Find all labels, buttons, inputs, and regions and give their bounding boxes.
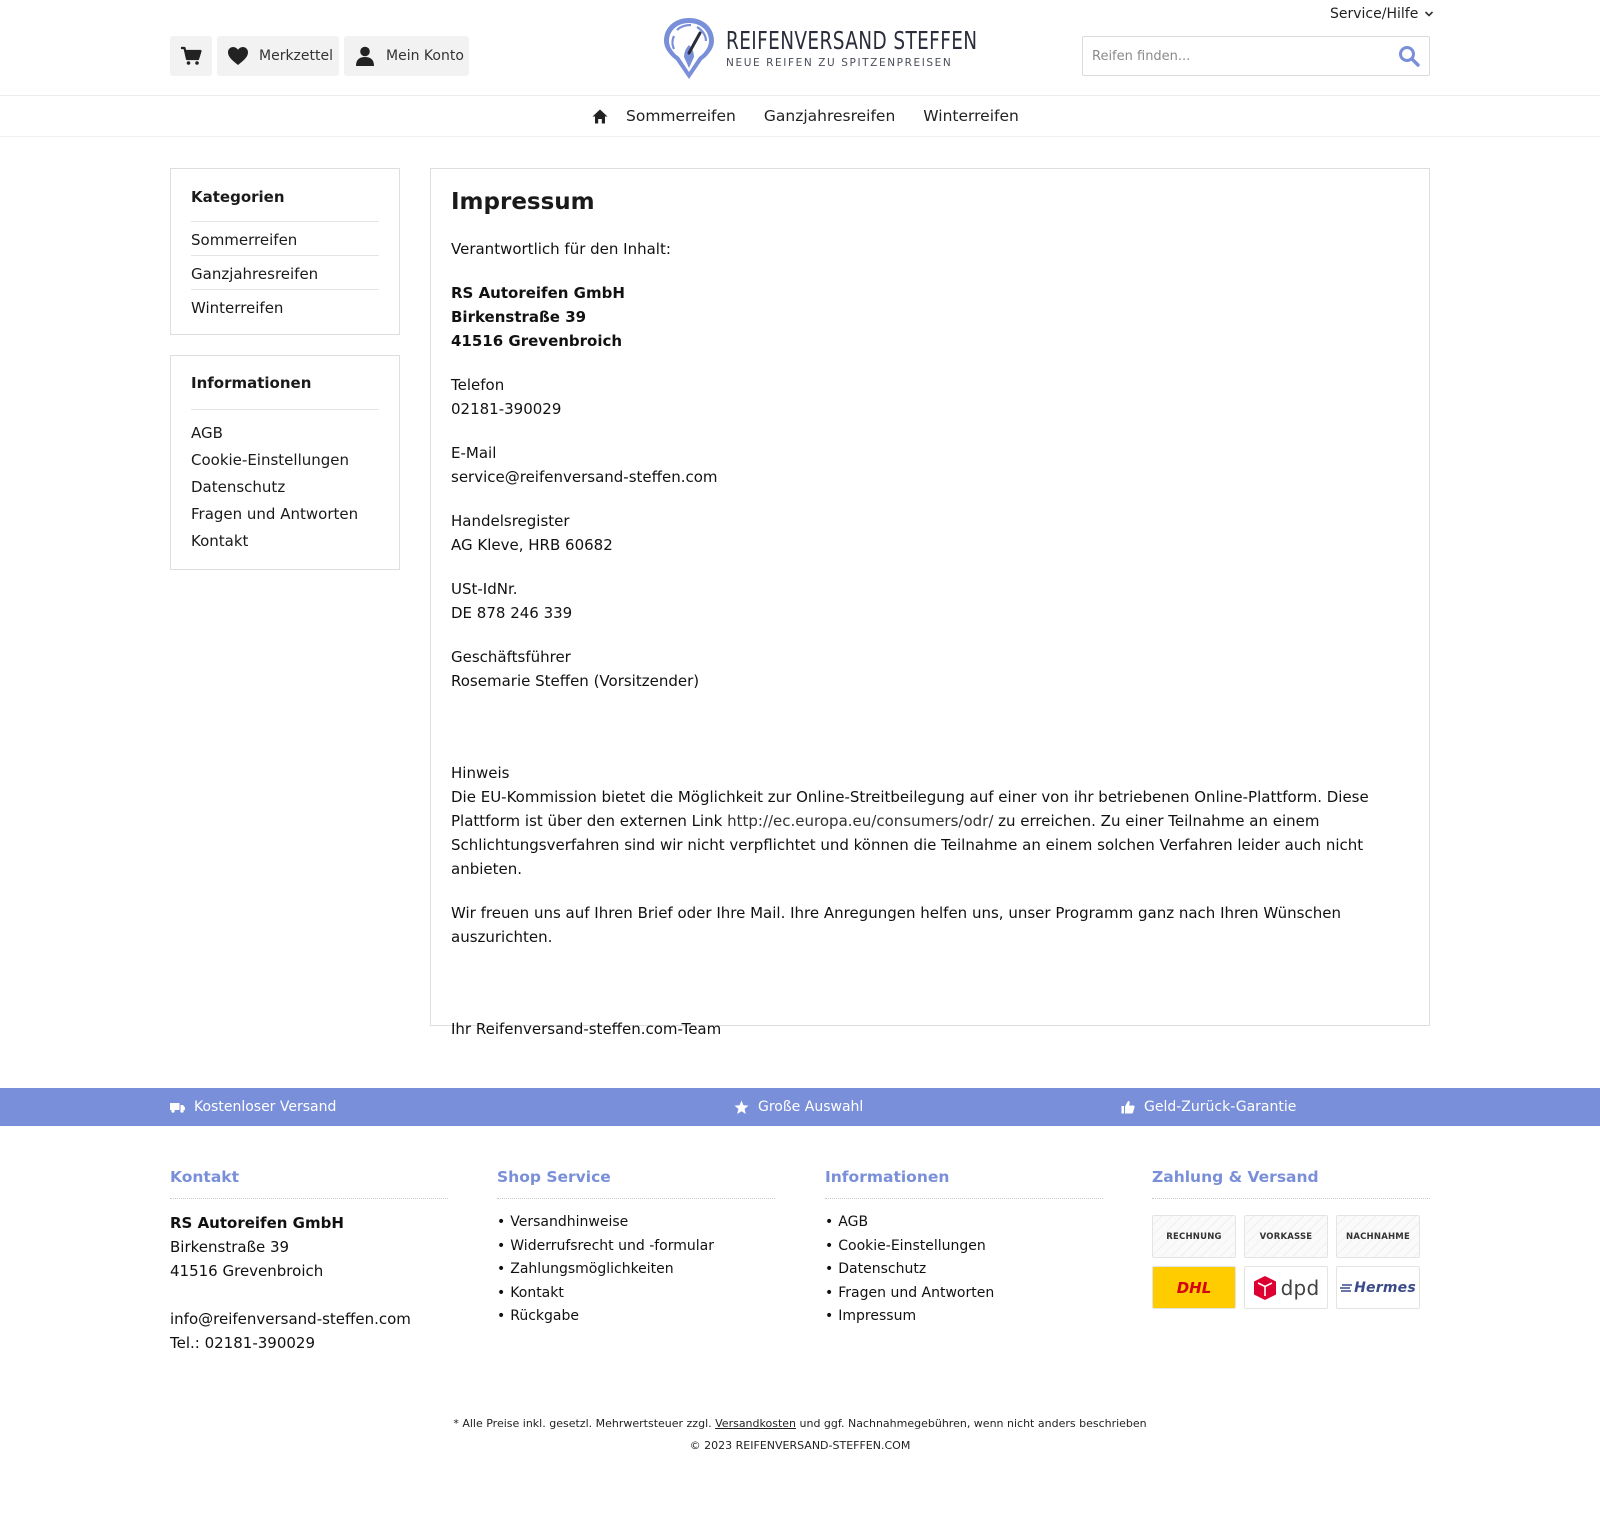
usp-guarantee-label: Geld-Zurück-Garantie bbox=[1144, 1099, 1297, 1115]
hint-block bbox=[451, 761, 1421, 881]
footer-company: RS Autoreifen GmbH bbox=[170, 1214, 344, 1232]
footer-link-zahlungsmoeglichkeiten[interactable]: • Zahlungsmöglichkeiten bbox=[497, 1258, 775, 1282]
carrier-dhl bbox=[1152, 1266, 1236, 1309]
footer-informationen-title: Informationen bbox=[825, 1168, 1103, 1199]
categories-title: Kategorien bbox=[191, 188, 285, 206]
dpd-cube-icon bbox=[1253, 1275, 1277, 1301]
address-block bbox=[451, 281, 1421, 353]
footer-shop-service-title: Shop Service bbox=[497, 1168, 775, 1199]
closing-text: Wir freuen uns auf Ihren Brief oder Ihre Mail. Ihre Anregungen helfen uns, unser Programm ganz nach Ihren Wünschen auszurichten. bbox=[451, 904, 1341, 946]
footer-link-cookie-einstellungen[interactable]: • Cookie-Einstellungen bbox=[825, 1235, 1103, 1259]
merkzettel-label: Merkzettel bbox=[259, 48, 333, 64]
usp-selection bbox=[734, 1088, 863, 1126]
footer-link-fragen-und-antworten[interactable]: • Fragen und Antworten bbox=[825, 1282, 1103, 1306]
payment-logos bbox=[1152, 1199, 1430, 1309]
site-logo[interactable] bbox=[662, 16, 1033, 80]
vat-label: USt-IdNr. bbox=[451, 580, 518, 598]
usp-bar bbox=[0, 1088, 1600, 1126]
thumbs-up-icon bbox=[1121, 1100, 1135, 1114]
ceo-label: Geschäftsführer bbox=[451, 648, 571, 666]
home-icon bbox=[592, 109, 608, 124]
register-value: AG Kleve, HRB 60682 bbox=[451, 536, 613, 554]
footer-email[interactable]: info@reifenversand-steffen.com bbox=[170, 1310, 411, 1328]
phone-block bbox=[451, 373, 1421, 421]
sidebar-item-cookie-einstellungen[interactable]: Cookie-Einstellungen bbox=[191, 451, 350, 469]
company-name: RS Autoreifen GmbH bbox=[451, 284, 625, 302]
truck-icon bbox=[170, 1102, 185, 1113]
footer-link-impressum[interactable]: • Impressum bbox=[825, 1305, 1103, 1329]
email-label: E-Mail bbox=[451, 444, 497, 462]
versandkosten-link[interactable]: Versandkosten bbox=[715, 1417, 797, 1430]
nav-item-winterreifen[interactable]: Winterreifen bbox=[923, 107, 1019, 125]
logo-subtitle: NEUE REIFEN ZU SPITZENPREISEN bbox=[726, 57, 953, 69]
ceo-block bbox=[451, 645, 1421, 693]
footer-link-agb[interactable]: • AGB bbox=[825, 1211, 1103, 1235]
price-disclaimer bbox=[0, 1417, 1600, 1430]
footer-zahlung-versand-title: Zahlung & Versand bbox=[1152, 1168, 1430, 1199]
merkzettel-button[interactable] bbox=[217, 36, 339, 76]
usp-guarantee bbox=[1121, 1088, 1296, 1126]
page-title: Impressum bbox=[451, 189, 595, 215]
nav-item-ganzjahresreifen[interactable]: Ganzjahresreifen bbox=[763, 107, 896, 125]
mein-konto-label: Mein Konto bbox=[386, 48, 464, 64]
sidebar-categories bbox=[170, 168, 400, 335]
vat-block bbox=[451, 577, 1421, 625]
footer-phone: Tel.: 02181-390029 bbox=[170, 1334, 315, 1352]
hermes-logo-text: Hermes bbox=[1354, 1279, 1416, 1296]
search-button[interactable] bbox=[1389, 37, 1429, 75]
sidebar-item-datenschutz[interactable]: Datenschutz bbox=[191, 478, 286, 496]
sidebar-item-winterreifen[interactable]: Winterreifen bbox=[191, 299, 284, 317]
impressum-content bbox=[430, 168, 1430, 1038]
payment-vorkasse: VORKASSE bbox=[1244, 1215, 1328, 1258]
chevron-down-icon bbox=[1424, 9, 1434, 19]
phone-label: Telefon bbox=[451, 376, 505, 394]
usp-shipping-label: Kostenloser Versand bbox=[194, 1099, 337, 1115]
phone-value: 02181-390029 bbox=[451, 400, 562, 418]
footer-informationen bbox=[825, 1168, 1103, 1329]
sidebar-item-sommerreifen[interactable]: Sommerreifen bbox=[191, 222, 379, 256]
search-bar bbox=[1082, 36, 1430, 76]
responsible-line: Verantwortlich für den Inhalt: bbox=[451, 240, 671, 258]
carrier-hermes bbox=[1336, 1266, 1420, 1309]
email-block bbox=[451, 441, 1421, 489]
company-city: 41516 Grevenbroich bbox=[451, 332, 623, 350]
nav-divider-top bbox=[0, 95, 1600, 96]
cart-icon bbox=[180, 46, 202, 66]
footer-link-datenschutz[interactable]: • Datenschutz bbox=[825, 1258, 1103, 1282]
sidebar-informationen bbox=[170, 355, 400, 570]
star-icon bbox=[734, 1100, 749, 1115]
footer-link-widerrufsrecht[interactable]: • Widerrufsrecht und -formular bbox=[497, 1235, 775, 1259]
email-value: service@reifenversand-steffen.com bbox=[451, 468, 718, 486]
footer-link-kontakt[interactable]: • Kontakt bbox=[497, 1282, 775, 1306]
footer-kontakt-title: Kontakt bbox=[170, 1168, 448, 1199]
hint-label: Hinweis bbox=[451, 764, 510, 782]
logo-title: REIFENVERSAND STEFFEN bbox=[726, 26, 978, 55]
impressum-body bbox=[451, 237, 1421, 1061]
odr-link[interactable]: http://ec.europa.eu/consumers/odr/ bbox=[727, 812, 994, 830]
footer-kontakt bbox=[170, 1168, 448, 1355]
dhl-logo-text: DHL bbox=[1176, 1278, 1212, 1297]
vat-value: DE 878 246 339 bbox=[451, 604, 573, 622]
payment-nachnahme: NACHNAHME bbox=[1336, 1215, 1420, 1258]
service-hilfe-label: Service/Hilfe bbox=[1330, 6, 1419, 22]
mein-konto-button[interactable] bbox=[344, 36, 469, 76]
speedometer-logo-icon bbox=[662, 16, 716, 80]
dpd-logo-text: dpd bbox=[1280, 1275, 1320, 1300]
footer-zahlung-versand bbox=[1152, 1168, 1430, 1309]
usp-selection-label: Große Auswahl bbox=[758, 1099, 864, 1115]
footer-city: 41516 Grevenbroich bbox=[170, 1262, 324, 1280]
user-icon bbox=[354, 46, 376, 66]
main-navigation bbox=[588, 104, 1047, 128]
disclaimer-text-2: und ggf. Nachnahmegebühren, wenn nicht anders beschrieben bbox=[796, 1417, 1147, 1430]
ceo-value: Rosemarie Steffen (Vorsitzender) bbox=[451, 672, 700, 690]
disclaimer-text-1: * Alle Preise inkl. gesetzl. Mehrwertsteuer zzgl. bbox=[453, 1417, 716, 1430]
hint-text-1: Die EU-Kommission bietet die Möglichkeit zur Online-Streitbeilegung auf einer von ihr betriebenen Online-Plattform. Diese Plattform ist über den externen Link bbox=[451, 788, 1369, 830]
hint-text-2: zu erreichen. Zu einer Teilnahme an einem Schlichtungsverfahren sind wir nicht verpflichtet und können die Teilnahme an einem solchen Verfahren leider auch nicht anbieten. bbox=[451, 812, 1364, 878]
register-label: Handelsregister bbox=[451, 512, 570, 530]
signature: Ihr Reifenversand-steffen.com-Team bbox=[451, 1020, 722, 1038]
register-block bbox=[451, 509, 1421, 557]
cart-button[interactable] bbox=[170, 36, 212, 76]
search-icon bbox=[1398, 45, 1420, 67]
sidebar-item-ganzjahresreifen[interactable]: Ganzjahresreifen bbox=[191, 256, 379, 290]
footer-link-rueckgabe[interactable]: • Rückgabe bbox=[497, 1305, 775, 1329]
search-input[interactable] bbox=[1083, 37, 1389, 75]
carrier-dpd bbox=[1244, 1266, 1328, 1309]
sidebar-item-agb[interactable]: AGB bbox=[191, 424, 223, 442]
heart-icon bbox=[227, 46, 249, 66]
usp-shipping bbox=[170, 1088, 336, 1126]
copyright: © 2023 REIFENVERSAND-STEFFEN.COM bbox=[689, 1439, 911, 1452]
sidebar-item-fragen-und-antworten[interactable]: Fragen und Antworten bbox=[191, 505, 359, 523]
informationen-title: Informationen bbox=[191, 374, 312, 392]
service-hilfe-dropdown[interactable] bbox=[1330, 6, 1434, 22]
nav-divider-bottom bbox=[0, 136, 1600, 137]
sidebar-item-kontakt[interactable]: Kontakt bbox=[191, 532, 249, 550]
footer-link-versandhinweise[interactable]: • Versandhinweise bbox=[497, 1211, 775, 1235]
payment-rechnung: RECHNUNG bbox=[1152, 1215, 1236, 1258]
company-street: Birkenstraße 39 bbox=[451, 308, 587, 326]
nav-item-sommerreifen[interactable]: Sommerreifen bbox=[626, 107, 736, 125]
footer-shop-service bbox=[497, 1168, 775, 1329]
footer-contact-info bbox=[170, 1199, 448, 1355]
home-button[interactable] bbox=[588, 104, 612, 128]
footer-street: Birkenstraße 39 bbox=[170, 1238, 290, 1256]
hermes-lines-icon bbox=[1340, 1283, 1352, 1293]
